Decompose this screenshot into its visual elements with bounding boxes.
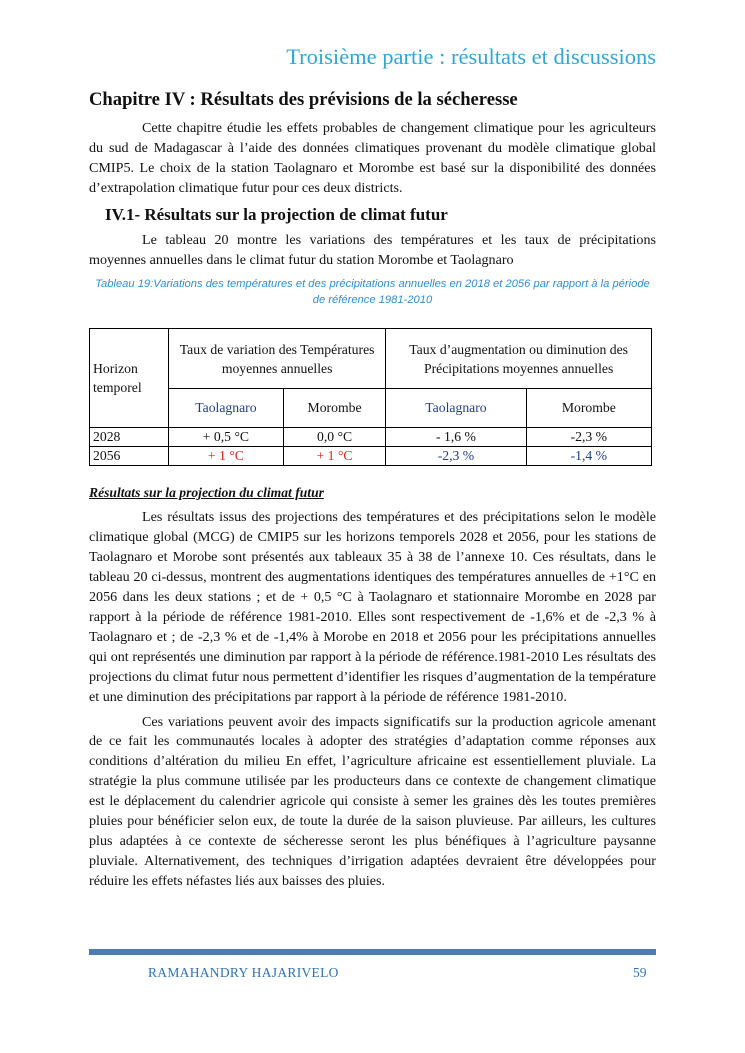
table-subheader-row <box>90 389 652 428</box>
table-row <box>90 428 652 447</box>
subheader-taolagnaro-precip: Taolagnaro <box>386 389 526 428</box>
subheader-taolagnaro-temp: Taolagnaro <box>169 389 284 428</box>
header-temperature: Taux de variation des Températures moyennes annuelles <box>169 329 386 389</box>
table-header-row <box>90 329 652 389</box>
cell-year: 2028 <box>90 428 169 447</box>
cell-precip-morombe: -1,4 % <box>526 447 651 466</box>
header-horizon: Horizon temporel <box>90 329 169 428</box>
results-label: Résultats sur la projection du climat futur <box>89 485 324 501</box>
cell-temp-taolagnaro: + 0,5 °C <box>169 428 284 447</box>
subheader-morombe-precip: Morombe <box>526 389 651 428</box>
page-header-title: Troisième partie : résultats et discussions <box>286 44 656 69</box>
table-caption: Tableau 19:Variations des températures et des précipitations annuelles en 2018 et 2056 par rapport à la période de référence 1981-2010 <box>95 278 650 306</box>
results-paragraph-2: Ces variations peuvent avoir des impacts significatifs sur la production agricole amenant de ce fait les communautés locales à adopter des stratégies d’adaptation comme réponses aux conditions d’altération du milieu En effet, l’agriculture africaine est essentiellement pluviale. La stratégie la plus commune utilisée par les producteurs dans ce contexte de changement climatique est le déplacement du calendrier agricole qui consiste à semer les graines dès les toutes premières pluies pour bénéficier selon eux, de toute la durée de la saison pluvieuse. Par ailleurs, les cultures plus adaptées à ce contexte de sécheresse seront les plus bénéfiques à l’agriculture paysanne pluviale. Alternativement, des techniques d’irrigation adaptées devraient être développées pour réduire les effets néfastes liés aux baisses des pluies. <box>89 713 656 889</box>
climate-table <box>89 328 652 466</box>
footer-author: RAMAHANDRY HAJARIVELO <box>148 965 339 980</box>
cell-precip-taolagnaro: -2,3 % <box>386 447 526 466</box>
results-paragraph-1: Les résultats issus des projections des températures et des précipitations selon le modèle climatique global (MCG) de CMIP5 sur les horizons temporels 2028 et 2056, pour les stations de Taolagnaro et Morobe sont présentés aux tableaux 35 à 38 de l’annexe 10. Ces résultats, dans le tableau 20 ci-dessus, montrent des augmentations identiques des températures annuelles de +1°C en 2056 dans les deux stations ; et de + 0,5 °C à Taolagnaro et stationnaire Morombe en 2028 par rapport à la période de référence 1981-2010. Elles sont respectivement de -1,6% et de -2,3 % à Taolagnaro et ; de -2,3 % et de -1,4% à Morobe en 2018 et 2056 pour les précipitations annuelles qui ont représentés une diminution par rapport à la période de référence.1981-2010 Les résultats des projections du climat futur nous permettent d’identifier les risques d’augmentation de la température et une diminution des précipitations par rapport à la période de référence 1981-2010. <box>89 509 656 705</box>
footer-rule <box>89 949 656 955</box>
section-paragraph: Le tableau 20 montre les variations des températures et les taux de précipitations moyennes annuelles dans le climat futur du station Morombe et Taolagnaro <box>89 231 656 268</box>
cell-year: 2056 <box>90 447 169 466</box>
cell-precip-taolagnaro: - 1,6 % <box>386 428 526 447</box>
section-heading: IV.1- Résultats sur la projection de climat futur <box>105 204 448 224</box>
cell-temp-morombe: 0,0 °C <box>283 428 385 447</box>
cell-precip-morombe: -2,3 % <box>526 428 651 447</box>
table-row <box>90 447 652 466</box>
footer-page-number: 59 <box>633 965 647 980</box>
chapter-title: Chapitre IV : Résultats des prévisions de la sécheresse <box>89 89 518 110</box>
cell-temp-morombe: + 1 °C <box>283 447 385 466</box>
subheader-morombe-temp: Morombe <box>283 389 385 428</box>
header-precipitation: Taux d’augmentation ou diminution des Précipitations moyennes annuelles <box>386 329 652 389</box>
document-body <box>89 88 656 892</box>
intro-paragraph: Cette chapitre étudie les effets probables de changement climatique pour les agriculteurs du sud de Madagascar à l’aide des données climatiques provenant du modèle climatique global CMIP5. Le choix de la station Taolagnaro et Morombe est basé sur la disponibilité des données d’extrapolation climatique futur pour ces deux districts. <box>89 120 656 196</box>
cell-temp-taolagnaro: + 1 °C <box>169 447 284 466</box>
